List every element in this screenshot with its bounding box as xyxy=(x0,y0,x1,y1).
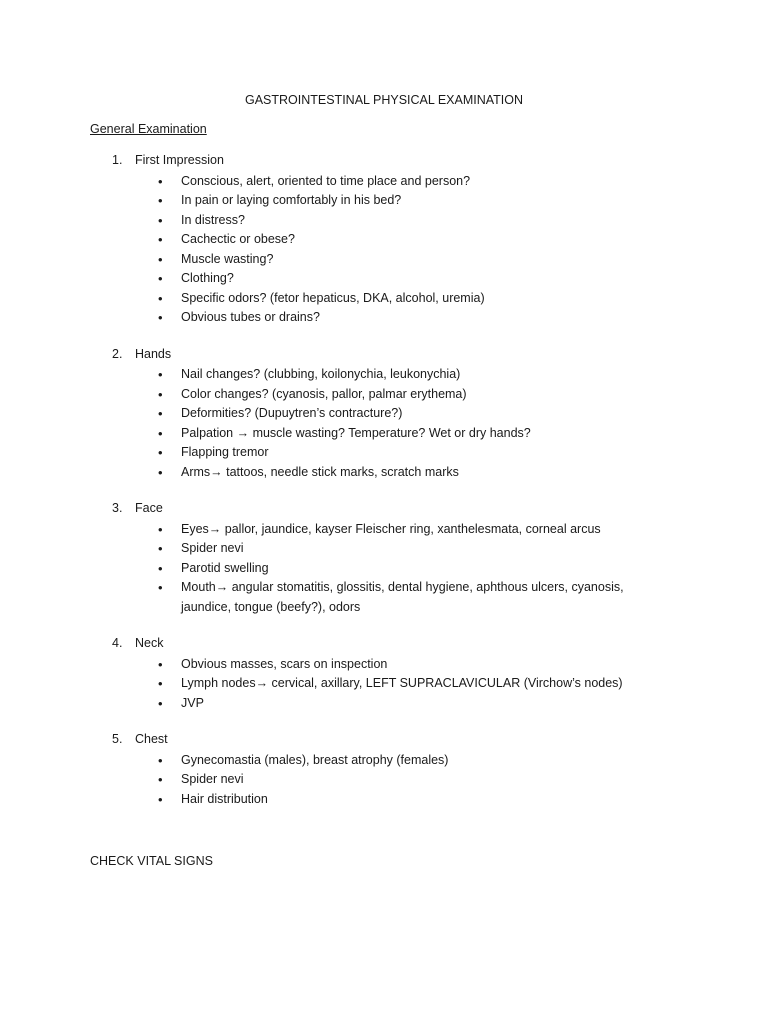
exam-section xyxy=(0,635,768,713)
list-item xyxy=(0,443,768,463)
exam-section xyxy=(0,500,768,617)
section-number: 4. xyxy=(112,636,123,650)
list-item-text: Spider nevi xyxy=(181,772,244,786)
bullet-icon: • xyxy=(158,271,163,286)
bullet-icon: • xyxy=(158,232,163,247)
bullet-list xyxy=(0,172,768,328)
list-item-text: Specific odors? (fetor hepaticus, DKA, alcohol, uremia) xyxy=(181,290,485,305)
bullet-icon: • xyxy=(158,212,163,228)
list-item-text: Deformities? (Dupuytren’s contracture?) xyxy=(181,406,403,420)
list-item-text: Palpation → muscle wasting? Temperature? Wet or dry hands? xyxy=(181,425,531,440)
bullet-icon: • xyxy=(158,251,163,267)
list-item xyxy=(0,694,768,714)
section-header xyxy=(0,346,768,366)
section-number: 5. xyxy=(112,732,123,746)
bullet-icon: • xyxy=(158,560,163,576)
section-number: 2. xyxy=(112,346,123,361)
bullet-icon: • xyxy=(158,445,163,460)
list-item-text: Flapping tremor xyxy=(181,445,269,459)
list-item-text: Lymph nodes→ cervical, axillary, LEFT SUPRACLAVICULAR (Virchow’s nodes) xyxy=(181,676,623,690)
list-item xyxy=(0,578,768,617)
section-label: Face xyxy=(135,501,163,515)
bullet-icon: • xyxy=(158,656,163,672)
bullet-icon: • xyxy=(158,310,163,325)
section-number: 3. xyxy=(112,501,123,515)
list-item xyxy=(0,269,768,289)
list-item-text: Mouth→ angular stomatitis, glossitis, dental hygiene, aphthous ulcers, cyanosis, jaundice, tongue (beefy?), odors xyxy=(181,580,624,614)
list-item-text: Muscle wasting? xyxy=(181,251,274,266)
list-item xyxy=(0,385,768,405)
list-item xyxy=(0,655,768,675)
bullet-icon: • xyxy=(158,173,163,189)
list-item xyxy=(0,790,768,810)
list-item xyxy=(0,751,768,771)
bullet-list xyxy=(0,520,768,618)
list-item xyxy=(0,424,768,444)
list-item xyxy=(0,230,768,250)
vital-signs-note: CHECK VITAL SIGNS xyxy=(90,854,213,868)
list-item-text: Obvious masses, scars on inspection xyxy=(181,656,388,671)
list-item-text: Conscious, alert, oriented to time place and person? xyxy=(181,173,471,188)
list-item-text: Clothing? xyxy=(181,271,234,285)
section-label: Chest xyxy=(135,732,168,746)
bullet-list xyxy=(0,751,768,810)
bullet-icon: • xyxy=(158,695,163,711)
bullet-icon: • xyxy=(158,464,163,480)
list-item xyxy=(0,211,768,231)
general-examination-heading: General Examination xyxy=(90,122,207,136)
section-label: First Impression xyxy=(135,153,224,167)
bullet-icon: • xyxy=(158,367,163,382)
list-item xyxy=(0,365,768,385)
list-item-text: Gynecomastia (males), breast atrophy (females) xyxy=(181,752,449,767)
list-item xyxy=(0,770,768,790)
section-label: Neck xyxy=(135,636,164,650)
exam-section xyxy=(0,731,768,809)
bullet-icon: • xyxy=(158,752,163,768)
section-number: 1. xyxy=(112,153,123,167)
list-item xyxy=(0,539,768,559)
section-header xyxy=(0,152,768,172)
list-item-text: Spider nevi xyxy=(181,541,244,555)
bullet-icon: • xyxy=(158,772,163,787)
list-item-text: Cachectic or obese? xyxy=(181,232,295,246)
list-item-text: Obvious tubes or drains? xyxy=(181,310,320,324)
list-item-text: Eyes→ pallor, jaundice, kayser Fleischer ring, xanthelesmata, corneal arcus xyxy=(181,521,601,536)
list-item xyxy=(0,289,768,309)
list-item xyxy=(0,191,768,211)
bullet-icon: • xyxy=(158,521,163,537)
sections-list xyxy=(0,152,768,827)
list-item-text: Color changes? (cyanosis, pallor, palmar erythema) xyxy=(181,386,467,401)
list-item-text: Hair distribution xyxy=(181,791,268,806)
list-item xyxy=(0,520,768,540)
list-item-text: Arms→ tattoos, needle stick marks, scratch marks xyxy=(181,464,459,479)
bullet-list xyxy=(0,655,768,714)
list-item xyxy=(0,308,768,328)
bullet-icon: • xyxy=(158,676,163,691)
bullet-icon: • xyxy=(158,386,163,402)
list-item xyxy=(0,674,768,694)
list-item xyxy=(0,172,768,192)
list-item-text: In distress? xyxy=(181,212,245,227)
bullet-icon: • xyxy=(158,290,163,306)
exam-section xyxy=(0,346,768,483)
list-item xyxy=(0,404,768,424)
exam-section xyxy=(0,152,768,328)
section-header xyxy=(0,500,768,520)
bullet-icon: • xyxy=(158,791,163,807)
document-title: GASTROINTESTINAL PHYSICAL EXAMINATION xyxy=(244,93,524,107)
list-item-text: In pain or laying comfortably in his bed? xyxy=(181,193,402,207)
bullet-icon: • xyxy=(158,541,163,556)
list-item-text: JVP xyxy=(181,695,204,710)
bullet-icon: • xyxy=(158,425,163,441)
bullet-list xyxy=(0,365,768,482)
section-header xyxy=(0,731,768,751)
list-item-text: Parotid swelling xyxy=(181,560,269,575)
bullet-icon: • xyxy=(158,193,163,208)
section-label: Hands xyxy=(135,346,172,361)
list-item xyxy=(0,250,768,270)
list-item xyxy=(0,463,768,483)
section-header xyxy=(0,635,768,655)
bullet-icon: • xyxy=(158,580,163,595)
bullet-icon: • xyxy=(158,406,163,421)
list-item xyxy=(0,559,768,579)
list-item-text: Nail changes? (clubbing, koilonychia, leukonychia) xyxy=(181,367,461,381)
